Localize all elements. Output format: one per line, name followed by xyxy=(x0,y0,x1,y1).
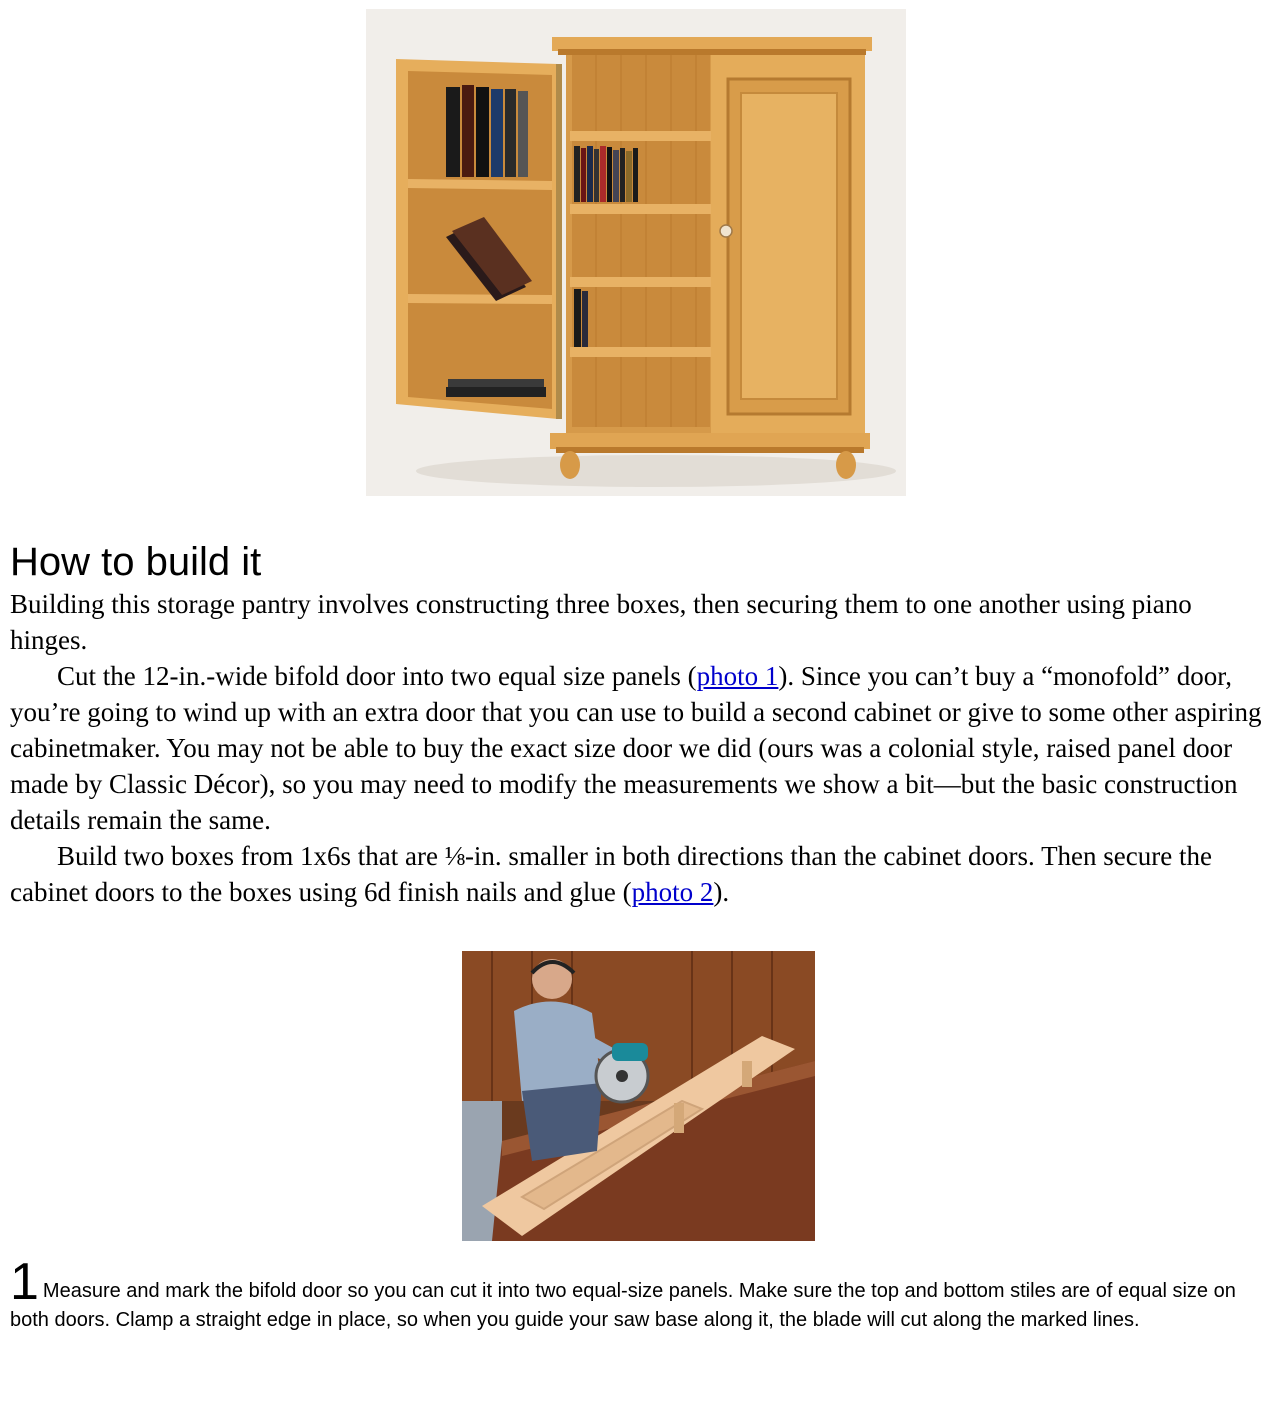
photo-2-link[interactable]: photo 2 xyxy=(631,877,714,907)
paragraph-text: Cut the 12-in.-wide bifold door into two equal size panels ( xyxy=(57,661,697,691)
photo-1-link[interactable]: photo 1 xyxy=(696,661,779,691)
step-number: 1 xyxy=(10,1253,39,1311)
body-text xyxy=(10,586,1275,910)
cabinet-photo xyxy=(366,9,906,496)
caption-text: Measure and mark the bifold door so you can cut it into two equal-size panels. Make sure the top and bottom stiles are of equal size on both doors. Clamp a straight edge in place, so when you guide your saw base along it, the blade will cut along the marked lines. xyxy=(10,1280,1236,1331)
paragraph-intro: Building this storage pantry involves constructing three boxes, then securing them to one another using piano hinges. xyxy=(10,589,1192,655)
paragraph-text: Build two boxes from 1x6s that are ⅛-in. smaller in both directions than the cabinet doors. Then secure the cabinet doors to the boxes using 6d finish nails and glue ( xyxy=(10,841,1212,907)
paragraph-build-boxes xyxy=(10,838,1275,910)
cutting-door-photo xyxy=(462,951,815,1241)
paragraph-text: ). xyxy=(713,877,730,907)
paragraph-cut-door xyxy=(10,658,1275,838)
photo-caption xyxy=(10,1253,1268,1335)
paragraph-text: ). Since you can’t buy a “monofold” door, you’re going to wind up with an extra door that you can use to build a second cabinet or give to some other aspiring cabinetmaker. You may not be able to buy the exact size door we did (ours was a colonial style, raised panel door made by Classic Décor), so you may need to modify the measurements we show a bit—but the basic construction details remain the same. xyxy=(10,661,1262,835)
section-heading: How to build it xyxy=(10,540,262,584)
